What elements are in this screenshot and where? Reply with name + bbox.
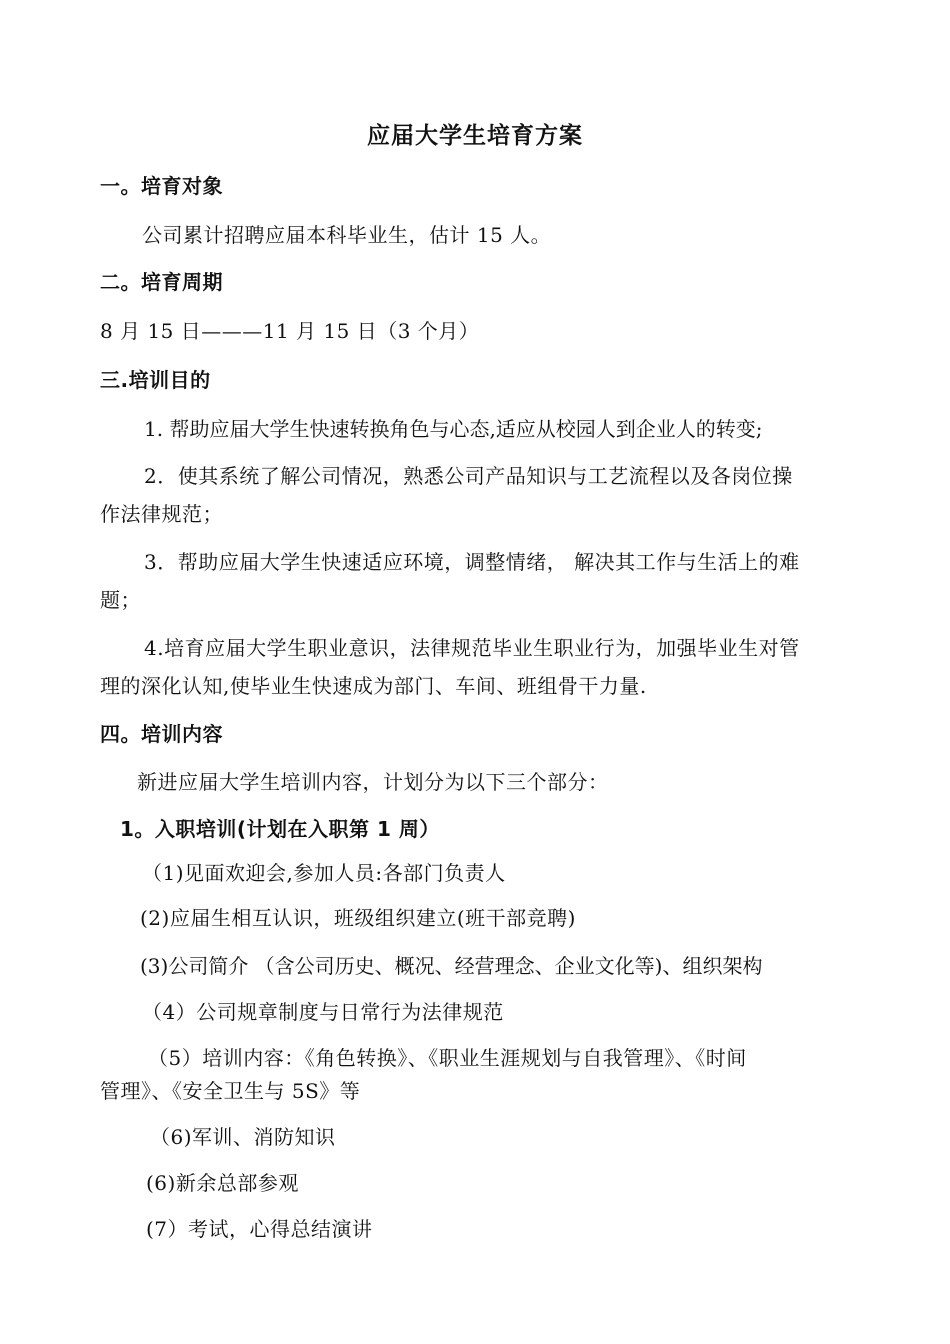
list-item: （4）公司规章制度与日常行为法律规范 bbox=[142, 1000, 504, 1024]
list-item: （1)见面欢迎会,参加人员:各部门负责人 bbox=[142, 861, 506, 885]
list-item: (7）考试，心得总结演讲 bbox=[146, 1217, 373, 1241]
list-item: (6)新余总部参观 bbox=[146, 1171, 299, 1195]
section-heading-content: 四。培训内容 bbox=[100, 722, 223, 746]
list-item: （6)军训、消防知识 bbox=[150, 1125, 336, 1149]
subsection-heading-onboarding: 1。入职培训(计划在入职第 1 周） bbox=[120, 817, 440, 841]
purpose-item-2: 2．使其系统了解公司情况，熟悉公司产品知识与工艺流程以及各岗位操 bbox=[144, 464, 793, 488]
paragraph-target: 公司累计招聘应届本科毕业生，估计 15 人。 bbox=[142, 223, 552, 247]
purpose-item-4-cont: 理的深化认知,使毕业生快速成为部门、车间、班组骨干力量. bbox=[100, 674, 647, 698]
purpose-item-2-cont: 作法律规范； bbox=[100, 502, 223, 526]
list-item: (2)应届生相互认识，班级组织建立(班干部竞聘) bbox=[140, 906, 576, 930]
document-title: 应届大学生培育方案 bbox=[367, 123, 583, 149]
list-item: (3)公司简介 （含公司历史、概况、经营理念、企业文化等)、组织架构 bbox=[140, 954, 763, 978]
purpose-item-1: 1. 帮助应届大学生快速转换角色与心态,适应从校园人到企业人的转变; bbox=[144, 417, 763, 441]
paragraph-content-intro: 新进应届大学生培训内容，计划分为以下三个部分： bbox=[137, 770, 609, 794]
list-item: （5）培训内容：《角色转换》、《职业生涯规划与自我管理》、《时间 bbox=[148, 1046, 747, 1070]
section-heading-purpose: 三.培训目的 bbox=[100, 368, 211, 392]
purpose-item-4: 4.培育应届大学生职业意识，法律规范毕业生职业行为，加强毕业生对管 bbox=[144, 636, 800, 660]
purpose-item-3: 3．帮助应届大学生快速适应环境，调整情绪， 解决其工作与生活上的难 bbox=[144, 550, 800, 574]
list-item-cont: 管理》、《安全卫生与 5S》等 bbox=[100, 1079, 361, 1103]
purpose-item-3-cont: 题； bbox=[100, 588, 141, 612]
section-heading-period: 二。培育周期 bbox=[100, 270, 223, 294]
paragraph-period: 8 月 15 日———11 月 15 日（3 个月） bbox=[100, 319, 480, 343]
section-heading-target: 一。培育对象 bbox=[100, 174, 223, 198]
